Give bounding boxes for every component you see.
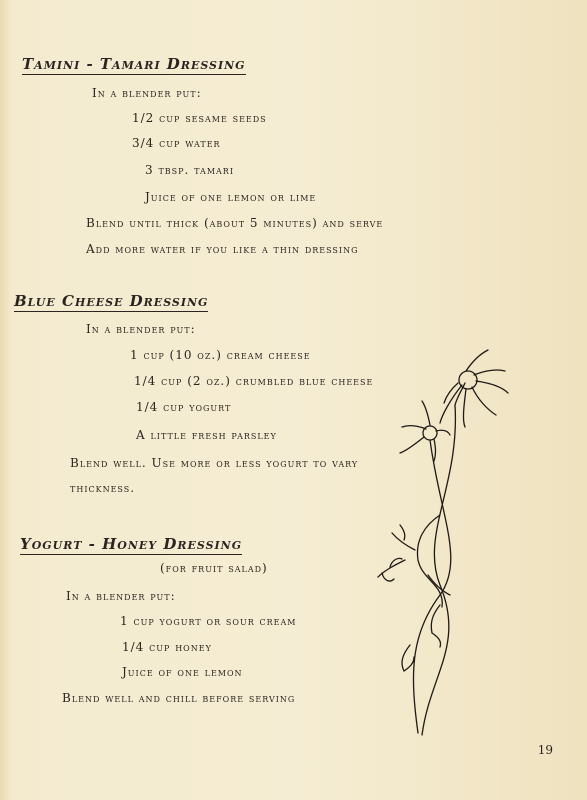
ingredient-line: A little fresh parsley — [136, 428, 277, 442]
instruction-line: Blend well. Use more or less yogurt to vary — [70, 456, 359, 470]
page-number: 19 — [537, 743, 553, 757]
ingredient-line: Juice of one lemon — [122, 665, 243, 679]
recipe-line: In a blender put: — [86, 322, 196, 336]
ingredient-line: 3/4 cup water — [132, 136, 221, 150]
recipe-title-yogurt-honey: Yogurt - Honey Dressing — [20, 535, 243, 553]
recipe-subtitle: (for fruit salad) — [160, 561, 268, 575]
instruction-line: thickness. — [70, 481, 136, 495]
instruction-line: Add more water if you like a thin dressing — [86, 242, 359, 256]
recipe-title-blue-cheese: Blue Cheese Dressing — [14, 292, 209, 310]
coneflower-drawing-icon — [370, 345, 520, 740]
ingredient-line: 1/4 cup (2 oz.) crumbled blue cheese — [134, 374, 374, 388]
ingredient-line: 1 cup (10 oz.) cream cheese — [130, 348, 311, 362]
recipe-title-tahini-tamari: Tamini - Tamari Dressing — [22, 55, 246, 73]
ingredient-line: 1/4 cup yogurt — [136, 400, 232, 414]
ingredient-line: 1/2 cup sesame seeds — [132, 111, 267, 125]
ingredient-line: 1/4 cup honey — [122, 640, 212, 654]
instruction-line: Blend until thick (about 5 minutes) and serve — [86, 216, 384, 230]
recipe-line: In a blender put: — [92, 86, 202, 100]
recipe-line: In a blender put: — [66, 589, 176, 603]
ingredient-line: 3 tbsp. tamari — [145, 163, 234, 177]
ingredient-line: Juice of one lemon or lime — [145, 190, 317, 204]
ingredient-line: 1 cup yogurt or sour cream — [120, 614, 297, 628]
instruction-line: Blend well and chill before serving — [62, 691, 296, 705]
